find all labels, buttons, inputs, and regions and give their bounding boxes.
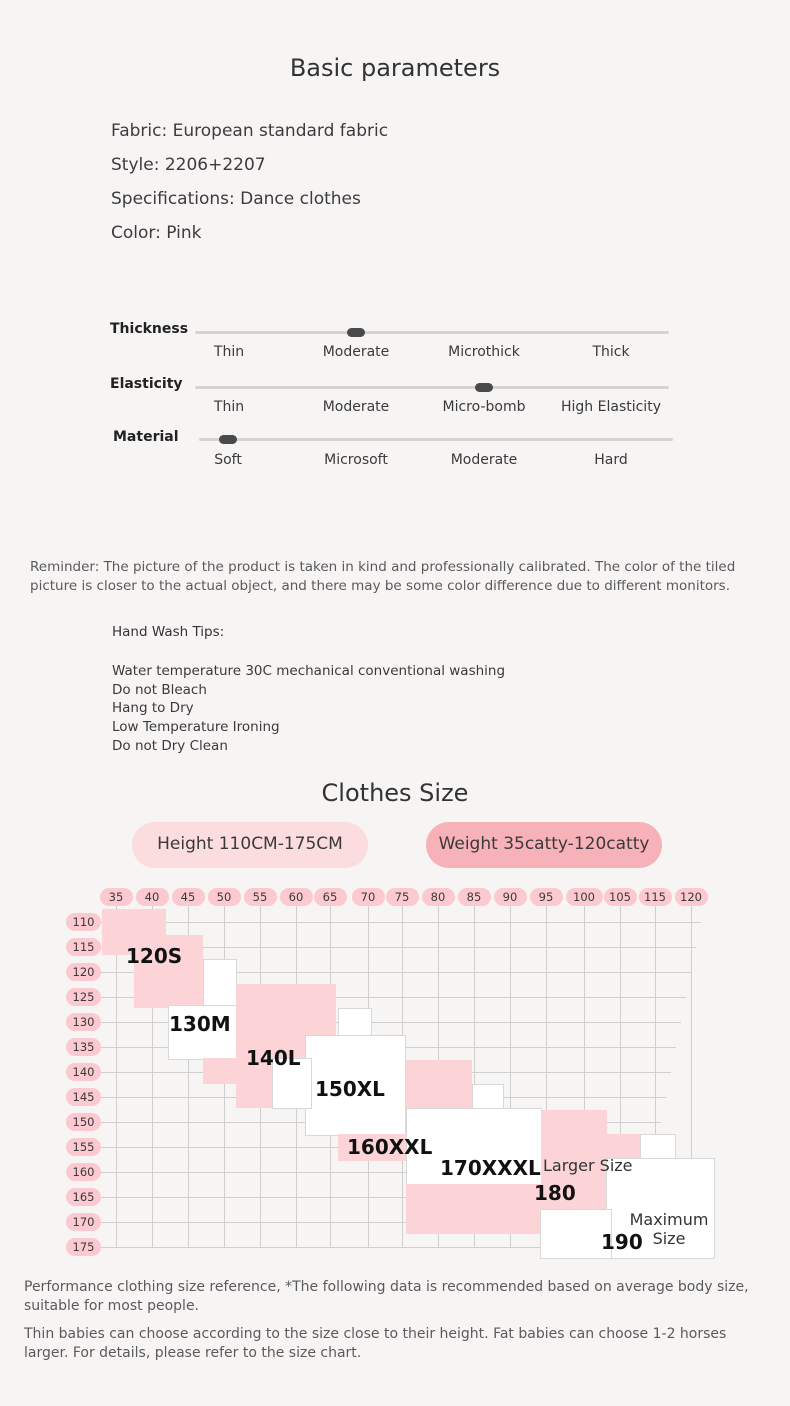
elasticity-label: Elasticity: [110, 376, 183, 392]
height-tick-chip: 165: [66, 1188, 101, 1206]
size-label: 130M: [169, 1012, 231, 1036]
height-tick-chip: 140: [66, 1063, 101, 1081]
weight-tick-chip: 45: [172, 888, 205, 906]
elasticity-option: Moderate: [322, 399, 390, 415]
wash-item: Water temperature 30C mechanical conventional washing: [112, 663, 506, 679]
height-tick-chip: 130: [66, 1013, 101, 1031]
thickness-option: Moderate: [322, 344, 390, 360]
reminder-text: Reminder: The picture of the product is taken in kind and professionally calibrated. The color of the tiled picture is closer to the actual object, and there may be some color difference due to different monitors.: [30, 559, 736, 594]
basic-parameters-title: Basic parameters: [289, 54, 501, 82]
larger-size-caption: Larger Size: [543, 1156, 633, 1175]
height-tick-chip: 125: [66, 988, 101, 1006]
height-grid-line: [101, 922, 701, 923]
height-tick-chip: 155: [66, 1138, 101, 1156]
weight-tick-chip: 50: [208, 888, 241, 906]
height-tick-chip: 170: [66, 1213, 101, 1231]
weight-tick-chip: 115: [639, 888, 672, 906]
material-option: Hard: [594, 452, 628, 468]
weight-tick-chip: 95: [530, 888, 563, 906]
size-label: 120S: [126, 944, 183, 968]
material-option: Microsoft: [324, 452, 388, 468]
hand-wash-title: Hand Wash Tips:: [112, 624, 225, 640]
wash-item: Do not Dry Clean: [112, 737, 228, 754]
weight-range-pill: Weight 35catty-120catty: [426, 822, 662, 868]
height-range-pill: Height 110CM-175CM: [132, 822, 368, 868]
weight-tick-chip: 90: [494, 888, 527, 906]
size-label: 180: [534, 1181, 576, 1205]
thickness-option: Thick: [592, 344, 630, 360]
weight-tick-chip: 65: [314, 888, 347, 906]
height-tick-chip: 110: [66, 913, 101, 931]
clothes-size-title: Clothes Size: [321, 779, 469, 807]
height-tick-chip: 145: [66, 1088, 101, 1106]
material-label: Material: [113, 429, 179, 445]
material-option: Moderate: [450, 452, 518, 468]
weight-tick-chip: 100: [566, 888, 603, 906]
weight-tick-chip: 55: [244, 888, 277, 906]
wash-item: Do not Bleach: [112, 681, 207, 698]
size-label: 190: [601, 1230, 643, 1254]
size-label: 170XXXL: [440, 1156, 541, 1180]
size-label: 160XXL: [347, 1135, 433, 1159]
weight-tick-chip: 60: [280, 888, 313, 906]
maximum-caption-line: Size: [652, 1229, 686, 1248]
thickness-option: Microthick: [448, 344, 520, 360]
maximum-caption-line: Maximum: [629, 1210, 709, 1229]
size-block-140l: [203, 1058, 243, 1084]
footnote-advice: Thin babies can choose according to the size close to their height. Fat babies can choose 1-2 horses larger. For details, please refer to the size chart.: [24, 1326, 727, 1361]
footnote-reference: Performance clothing size reference, *The following data is recommended based on average body size, suitable for most people.: [24, 1279, 749, 1314]
height-tick-chip: 175: [66, 1238, 101, 1256]
size-block-180: [541, 1110, 607, 1135]
height-tick-chip: 150: [66, 1113, 101, 1131]
weight-tick-chip: 120: [675, 888, 708, 906]
weight-tick-chip: 80: [422, 888, 455, 906]
height-tick-chip: 115: [66, 938, 101, 956]
height-tick-chip: 135: [66, 1038, 101, 1056]
wash-item: Low Temperature Ironing: [112, 719, 280, 736]
elasticity-option: Thin: [213, 399, 245, 415]
thickness-label: Thickness: [110, 321, 189, 337]
weight-grid-line: [116, 906, 117, 1247]
weight-tick-chip: 105: [604, 888, 637, 906]
material-option: Soft: [214, 452, 242, 468]
weight-tick-chip: 35: [100, 888, 133, 906]
elasticity-option: High Elasticity: [561, 399, 661, 415]
weight-tick-chip: 75: [386, 888, 419, 906]
height-tick-chip: 120: [66, 963, 101, 981]
weight-tick-chip: 70: [352, 888, 385, 906]
style-text: Style: 2206+2207: [111, 155, 266, 175]
specifications-text: Specifications: Dance clothes: [111, 189, 361, 209]
wash-item: Hang to Dry: [112, 700, 194, 717]
size-label: 150XL: [315, 1077, 385, 1101]
thickness-option: Thin: [213, 344, 245, 360]
size-label: 140L: [246, 1046, 301, 1070]
fabric-text: Fabric: European standard fabric: [111, 121, 389, 141]
color-text: Color: Pink: [111, 223, 202, 243]
weight-tick-chip: 40: [136, 888, 169, 906]
height-tick-chip: 160: [66, 1163, 101, 1181]
elasticity-option: Micro-bomb: [442, 399, 526, 415]
weight-tick-chip: 85: [458, 888, 491, 906]
